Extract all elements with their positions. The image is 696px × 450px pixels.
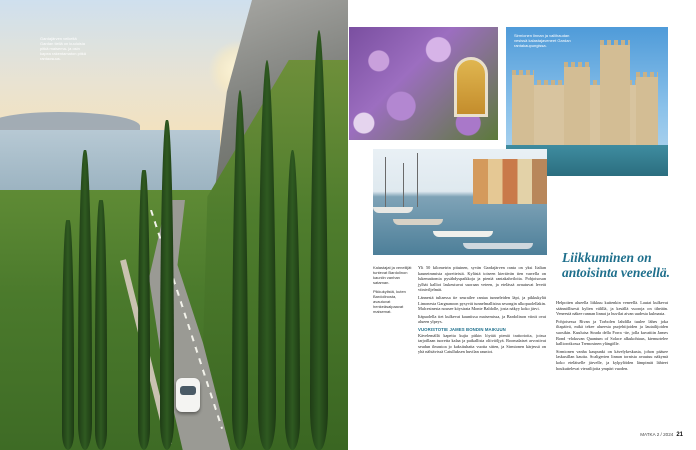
harbour-caption-line1: Kalastajat ja veneilijät tuntevat Bardolinon kauniin vanhan sataman. [373, 265, 412, 285]
page-footer [619, 432, 683, 438]
article-column-2 [556, 300, 668, 373]
body-paragraph: Sirmionen vanha kaupunki on kävelykeskusta, johon pääsee laskusillan kautta. Scaligerien linnan tornista avautuu näkymä koko eteläiselle järvelle, ja kylpylöiden lämpimät lähteet houkuttelevat vierailijoita ympäri vuoden. [556, 348, 668, 371]
castle-tower [636, 77, 658, 145]
magazine-issue: MATKA 2 / 2024 [640, 432, 674, 437]
cypress-tree [62, 220, 74, 450]
article-headline: Liikkuminen on antoisinta veneellä. [562, 250, 670, 280]
body-paragraph: Kävelemällä kapeita kujia pitkin löytää pieniä trattorioita, joissa tarjoillaan tuoretta kalaa ja paikallista oliiviöljyä. Roomalaiset arvostivat seudun ilmastoa jo kaksituhatta vuotta sitten, ja Sirmionen kärjessä on yhä nähtävissä Catulluksen huvilan rauniot. [418, 332, 546, 355]
body-paragraph: Helpoiten alueella liikkuu kuitenkin veneellä. Lautat kulkevat säännöllisesti kylien välillä, ja kesällä vuoroja on tiheään. Veneestä näkee rannan linnat ja huvilat aivan uudesta kulmasta. [556, 300, 668, 317]
boat [393, 219, 443, 225]
castle-tower [512, 75, 534, 145]
body-paragraph: Pohjoisessa Rivan ja Torbolen lahdilla tuulee lähes joka iltapäivä, mikä tekee alueesta purjehtijoiden ja lautailijoiden suosikin. Kuuluisa Strada della Forra -tie, jolla kuvattiin James Bond -elokuvan Quantum of Solace alkukohtaus, kiemurtelee kalliorotkossa Tremosinen ylängölle. [556, 318, 668, 347]
page-number: 21 [676, 432, 683, 438]
section-subhead: VUORISTOTIE JAMES BONDIN MAIKUUN [418, 326, 506, 332]
body-paragraph: Yli 50 kilometrin pituinen, syvän Gardajärven ranta on yksi Italian kauneimmista ajoreiteistä. Kylästä toiseen kiertävän tien varrella on lukemattomia pysähdyspaikkoja ja pieniä rantakahviloita. Pohjoisosan jylhät kalliot laskeutuvat suoraan veteen, ja etelässä avautuvat leveät viiniviljelmät. [418, 265, 546, 293]
castle-caption: Sirmionen linnan ja vallihaudan vesissä kalastajaveneet Gardan rantakaupungissa. [514, 33, 571, 48]
flowers-photo [349, 27, 498, 140]
cypress-tree [138, 170, 150, 450]
boat-mast [417, 153, 418, 207]
harbour-caption [373, 265, 413, 314]
harbour-caption-line2: Pikkukylistä, kuten Bardolinosta, avautuvat henkeäsalpaavat maisemat. [373, 289, 406, 314]
boat-mast [385, 157, 386, 207]
harbour-photo [373, 149, 547, 255]
cypress-tree [95, 200, 107, 450]
body-paragraph: Lännestä tultaessa tie seurailee rantaa tunneleiden läpi, ja pikkukylät Limonesta Gargnanoon pysyvät tunnelmallisina sesongin ulkopuolellakin. Malcesinesta nousee köysirata Monte Baldolle, josta näkyy koko järvi. [418, 294, 546, 312]
castle-keep [600, 45, 630, 145]
harbour-houses [473, 159, 547, 204]
article-column-1 [418, 265, 546, 357]
body-paragraph: Itäpuolella tiet kulkevat kauniissa maisemissa, ja Bardolinon viinit ovat alueen ylpeys. [418, 313, 546, 325]
boat [433, 231, 493, 237]
white-car [176, 378, 200, 412]
left-photo-caption: Gardajärven veikeltä Gardan tiellä on kuuluisia pitkä maisema- ja osin kapea rakentamaton pitkä rantaosuus. [40, 36, 87, 61]
boat [463, 243, 533, 249]
arched-window [454, 57, 488, 117]
boat-mast [403, 163, 404, 207]
boat [373, 207, 413, 213]
castle-tower [564, 67, 590, 145]
